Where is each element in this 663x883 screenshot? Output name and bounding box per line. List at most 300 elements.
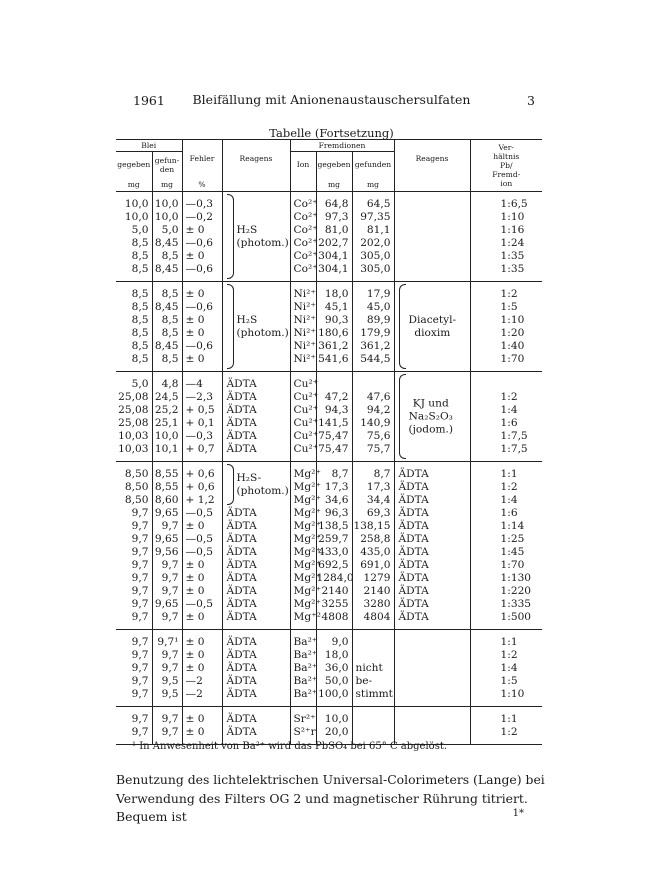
cell-ion: Ni²⁺ [290,353,316,372]
cell-reagens2: ÄDTA [394,494,470,507]
cell-ratio: 1:2 [500,288,518,300]
table-header [116,140,542,192]
cell-gefunden: 9,65 [152,533,182,546]
cell-gegeben: 8,5 [116,340,152,353]
cell-gegeben2: 1284,0 [316,572,354,584]
cell-reagens-text [237,314,289,340]
cell-gegeben: 5,0 [116,372,152,392]
cell-reagens: ÄDTA [222,520,290,533]
cell-reagens: ÄDTA [222,546,290,559]
cell-ratio: 1:335 [500,598,532,610]
cell-ion: Co²⁺ [290,211,316,224]
table-row [116,263,542,282]
table-row [116,546,542,559]
cell-gefunden: 10,0 [152,192,182,212]
cell-fehler: ± 0 [182,559,222,572]
cell-gegeben2: 90,3 [316,314,352,327]
cell-gefunden: 9,7 [152,611,182,630]
cell-ratio: 1:6 [500,417,518,429]
cell-ion: Co²⁺ [290,224,316,237]
cell-ratio: 1:1 [500,468,518,480]
cell-ratio: 1:10 [470,688,542,707]
cell-ratio: 1:45 [500,546,525,558]
col-fehler: Fehler [182,140,222,178]
cell-gefunden: 8,45 [152,340,182,353]
cell-gefunden2: 45,0 [352,301,394,314]
cell-fehler: ± 0 [182,572,222,585]
verh-c: Pb/ [500,161,513,170]
cell-reagens2-line: KJ und [412,397,449,409]
cell-ratio: 1:70 [500,559,525,571]
cell-gefunden: 10,0 [152,430,182,443]
cell-reagens2: ÄDTA [394,533,470,546]
cell-ion: Cu²⁺ [290,391,316,404]
cell-reagens-text [237,224,289,250]
table-row [116,533,542,546]
cell-gefunden: 9,5 [152,688,182,707]
table-row [116,707,542,727]
cell-gefunden: 10,0 [152,211,182,224]
cell-reagens: ÄDTA [222,688,290,707]
header-page-number: 3 [527,93,535,108]
cell-ratio: 1:7,5 [470,443,542,462]
cell-gegeben: 9,7 [116,630,152,650]
cell-fehler: ± 0 [182,314,222,327]
header-year: 1961 [133,93,165,108]
cell-ratio: 1:24 [500,237,525,249]
cell-gegeben2: 692,5 [316,559,352,572]
cell-gefunden2 [352,630,394,650]
gef-b: den [159,164,175,174]
header-title: Bleifällung mit Anionenaustauschersulfaten [192,92,471,107]
cell-gegeben2: 141,5 [316,417,352,430]
cell-gegeben: 9,7 [116,533,152,546]
cell-reagens [222,282,290,372]
cell-gefunden2 [352,649,394,662]
cell-ion: Mg²⁺ [290,462,316,482]
cell-fehler: ± 0 [182,707,222,727]
cell-gegeben: 5,0 [116,224,152,237]
cell-ratio: 1:40 [500,340,525,352]
cell-gefunden2: 97,35 [352,211,394,224]
table-row [116,585,542,598]
cell-gegeben2: 20,0 [316,726,352,745]
table-row [116,675,542,688]
cell-gegeben: 8,5 [116,263,152,282]
cell-ratio: 1:1 [500,636,518,648]
table-row [116,649,542,662]
cell-fehler: —0,5 [182,533,222,546]
cell-gefunden2: 81,1 [352,224,394,237]
cell-reagens2 [394,649,470,662]
cell-reagens: ÄDTA [222,726,290,745]
cell-gegeben: 9,7 [116,520,152,533]
cell-ion: Mg²⁺ [290,481,316,494]
cell-gefunden2: 691,0 [352,559,394,572]
cell-ratio: 1:500 [470,611,542,630]
cell-gegeben2: 10,0 [316,707,352,727]
cell-gefunden: 8,5 [152,314,182,327]
cell-gegeben: 8,50 [116,494,152,507]
cell-fehler: —0,6 [182,263,222,282]
cell-gegeben: 8,5 [116,301,152,314]
cell-reagens [222,462,290,508]
cell-ratio [470,372,542,392]
cell-gefunden2: 94,2 [352,404,394,417]
cell-fehler: ± 0 [182,327,222,340]
cell-gefunden: 10,1 [152,443,182,462]
cell-gegeben2: 36,0 [316,662,352,675]
cell-gefunden: 4,8 [152,372,182,392]
cell-gefunden: 8,55 [152,481,182,494]
cell-ratio: 1:16 [500,224,525,236]
cell-gegeben: 25,08 [116,417,152,430]
cell-gegeben: 8,50 [116,481,152,494]
cell-reagens-text [237,472,289,498]
cell-fehler: + 0,1 [182,417,222,430]
table-row [116,250,542,263]
cell-fehler: ± 0 [182,662,222,675]
col-gefunden2: gefunden [352,152,394,178]
cell-gegeben2: 45,1 [316,301,352,314]
cell-fehler: —0,3 [182,192,222,212]
cell-gegeben2: 9,0 [316,630,352,650]
cell-reagens2: ÄDTA [394,559,470,572]
cell-reagens: ÄDTA [222,443,290,462]
cell-ratio: 1:6,5 [500,198,528,210]
verh-d: Fremd- [492,170,521,179]
cell-reagens2-text [409,314,457,340]
cell-ion: Cu²⁺ [290,372,316,392]
cell-reagens: ÄDTA [222,611,290,630]
cell-ratio: 1:10 [500,211,525,223]
cell-gefunden: 9,7 [152,520,182,533]
cell-gegeben2: 202,7 [316,237,352,250]
cell-gegeben: 9,7 [116,726,152,745]
cell-gefunden2: 202,0 [352,237,394,250]
cell-gegeben2: 50,0 [316,675,352,688]
table-row [116,430,542,443]
cell-ion: Cu²⁺ [290,417,316,430]
cell-ion: Ba²⁺ [290,630,316,650]
cell-gegeben2: 4808 [316,611,352,630]
cell-fehler: ± 0 [182,649,222,662]
cell-gegeben: 8,5 [116,353,152,372]
cell-ratio: 1:70 [470,353,542,372]
cell-gefunden2: 75,6 [352,430,394,443]
table-body [116,192,542,745]
cell-ion: Ba²⁺ [290,688,316,707]
cell-gegeben2: 34,6 [316,494,352,507]
cell-ratio: 1:35 [470,263,542,282]
cell-gefunden: 9,56 [152,546,182,559]
unit-mg-4: mg [352,178,394,192]
cell-fehler: ± 0 [182,726,222,745]
cell-reagens: ÄDTA [222,507,290,520]
cell-reagens: ÄDTA [222,572,290,585]
cell-gegeben: 9,7 [116,649,152,662]
cell-gefunden: 25,1 [152,417,182,430]
cell-reagens2 [394,688,470,707]
cell-ion: Ni²⁺ [290,327,316,340]
cell-gegeben2: 361,2 [316,340,352,353]
cell-gefunden: 8,55 [152,462,182,482]
cell-ratio: 1:4 [500,494,518,506]
table-row [116,301,542,314]
cell-reagens2: ÄDTA [394,598,470,611]
cell-gefunden: 8,45 [152,263,182,282]
brace-icon [227,464,234,505]
cell-gegeben: 10,03 [116,430,152,443]
cell-gegeben: 9,7 [116,585,152,598]
cell-gegeben2: 81,0 [316,224,352,237]
cell-fehler: —0,5 [182,507,222,520]
table-row [116,507,542,520]
cell-fehler: —0,2 [182,211,222,224]
cell-gefunden2: 17,9 [352,282,394,302]
cell-fehler: ± 0 [182,585,222,598]
cell-ion: Mg²⁺ [290,520,316,533]
cell-fehler: ± 0 [182,282,222,302]
cell-gegeben2: 96,3 [316,507,352,520]
cell-gegeben: 10,0 [116,192,152,212]
cell-reagens2 [394,263,470,282]
cell-gegeben2: 17,3 [316,481,352,494]
cell-reagens2-text [409,397,454,436]
cell-reagens: ÄDTA [222,404,290,417]
cell-ratio: 1:35 [500,250,525,262]
cell-gefunden: 8,5 [152,353,182,372]
cell-gefunden: 5,0 [152,224,182,237]
cell-gefunden2: 140,9 [352,417,394,430]
table-row [116,462,542,482]
table-row [116,314,542,327]
table-row [116,611,542,630]
cell-reagens: ÄDTA [222,372,290,392]
cell-gegeben: 9,7 [116,598,152,611]
cell-fehler: + 1,2 [182,494,222,507]
brace-icon [399,284,406,369]
cell-reagens2: ÄDTA [394,611,470,630]
cell-ratio: 1:5 [500,675,518,687]
cell-reagens2 [394,675,470,688]
cell-fehler: ± 0 [182,224,222,237]
cell-ion: Co²⁺ [290,263,316,282]
cell-gegeben: 8,5 [116,314,152,327]
unit-blank-1 [222,178,290,192]
cell-gegeben2: 138,5 [316,520,352,533]
unit-blank-2 [290,178,316,192]
cell-fehler: —0,6 [182,237,222,250]
cell-gefunden: 9,5 [152,675,182,688]
cell-ratio: 1:14 [500,520,525,532]
cell-ion: Ni²⁺ [290,314,316,327]
col-fremdionen: Fremdionen [290,140,394,152]
cell-ratio: 1:2 [500,391,518,403]
cell-gefunden2: 2140 [352,585,394,598]
cell-gefunden: 8,5 [152,327,182,340]
cell-gegeben2: 259,7 [316,533,352,546]
cell-gegeben2 [316,372,352,392]
cell-fehler: —2 [182,688,222,707]
unit-percent: % [182,178,222,192]
cell-reagens2-line: Na₂S₂O₃ [408,410,453,422]
cell-reagens2: ÄDTA [394,520,470,533]
brace-icon [227,194,234,279]
cell-gegeben: 8,5 [116,250,152,263]
cell-reagens: ÄDTA [222,533,290,546]
cell-reagens-line: H₂S [236,313,258,326]
cell-gegeben: 10,03 [116,443,152,462]
cell-gefunden2: 138,15 [352,520,394,533]
cell-reagens2 [394,237,470,250]
col-reagens: Reagens [222,140,290,178]
cell-gefunden: 9,7 [152,559,182,572]
cell-reagens: ÄDTA [222,662,290,675]
cell-ion: Co²⁺ [290,237,316,250]
cell-reagens2 [394,282,470,372]
unit-mg-3: mg [316,178,352,192]
brace-icon [227,284,234,369]
cell-ratio: 1:4 [500,404,518,416]
cell-fehler: —2,3 [182,391,222,404]
cell-gegeben2: 8,7 [316,462,352,482]
cell-reagens2 [394,192,470,212]
unit-mg-2: mg [152,178,182,192]
cell-gegeben2: 3255 [316,598,352,611]
verh-a: Ver- [498,143,514,152]
table-row [116,572,542,585]
cell-reagens2: ÄDTA [394,546,470,559]
cell-gegeben2: 47,2 [316,391,352,404]
cell-reagens-line: (photom.) [236,484,289,497]
cell-ion: Ba²⁺ [290,662,316,675]
cell-ratio: 1:7,5 [500,430,528,442]
cell-gefunden: 9,7 [152,726,182,745]
cell-gefunden: 9,7 [152,707,182,727]
cell-fehler: + 0,5 [182,404,222,417]
cell-gegeben: 9,7 [116,707,152,727]
cell-gefunden2: 47,6 [352,391,394,404]
cell-gefunden2: 8,7 [352,462,394,482]
table-row [116,353,542,372]
cell-gefunden: 8,60 [152,494,182,507]
cell-gefunden2: 258,8 [352,533,394,546]
cell-ion: Mg²⁺ [290,572,316,585]
cell-gefunden2: nicht [352,662,394,675]
cell-reagens2: ÄDTA [394,572,470,585]
table-row [116,327,542,340]
cell-gefunden2: stimmt [352,688,394,707]
unit-mg-1: mg [116,178,152,192]
cell-fehler: —0,5 [182,598,222,611]
cell-gefunden2 [352,707,394,727]
cell-fehler: —0,3 [182,430,222,443]
table-row [116,481,542,494]
cell-gefunden2 [352,372,394,392]
cell-reagens-line: H₂S [236,223,258,236]
cell-gegeben2: 18,0 [316,282,352,302]
cell-ratio: 1:25 [500,533,525,545]
table-row [116,372,542,392]
cell-gegeben: 8,5 [116,237,152,250]
cell-fehler: —0,6 [182,301,222,314]
cell-gegeben2: 64,8 [316,192,352,212]
cell-gefunden: 8,45 [152,237,182,250]
cell-fehler: —2 [182,675,222,688]
table-row [116,559,542,572]
cell-fehler: ± 0 [182,520,222,533]
cell-gegeben: 9,7 [116,559,152,572]
cell-gefunden2: 361,2 [352,340,394,353]
verh-e: ion [500,179,513,188]
cell-fehler: —4 [182,372,222,392]
cell-reagens2 [394,211,470,224]
table-row [116,688,542,707]
footnote: ¹ In Anwesenheit von Ba²⁺ wird das PbSO₄ bei 65° C abgelöst. [132,741,448,752]
cell-ion: Ni²⁺ [290,340,316,353]
cell-ratio: 1:20 [500,327,525,339]
cell-ratio: 1:130 [500,572,532,584]
cell-gefunden2: 89,9 [352,314,394,327]
cell-ratio: 1:2 [500,481,518,493]
cell-fehler: ± 0 [182,353,222,372]
cell-gefunden2: 3280 [352,598,394,611]
cell-reagens: ÄDTA [222,630,290,650]
cell-reagens-line: (photom.) [236,326,289,339]
verh-b: hältnis [493,152,520,161]
cell-ratio: 1:2 [500,649,518,661]
cell-gefunden: 9,65 [152,598,182,611]
cell-ion: Co²⁺ [290,192,316,212]
cell-reagens2: ÄDTA [394,462,470,482]
table-row [116,630,542,650]
cell-fehler: + 0,7 [182,443,222,462]
cell-reagens: ÄDTA [222,391,290,404]
cell-gegeben: 9,7 [116,688,152,707]
cell-ion: S²⁺r [290,726,316,745]
col-gegeben2: gegeben [316,152,352,178]
cell-gefunden: 25,2 [152,404,182,417]
col-reagens2: Reagens [394,140,470,178]
cell-gegeben2: 75,47 [316,430,352,443]
cell-ion: Sr²⁺ [290,707,316,727]
table-row [116,662,542,675]
cell-ratio: 1:10 [500,314,525,326]
cell-gefunden: 9,7 [152,585,182,598]
cell-reagens-line: (photom.) [236,236,289,249]
cell-fehler: —0,6 [182,340,222,353]
cell-gegeben: 9,7 [116,611,152,630]
table-caption: Tabelle (Fortsetzung) [269,126,394,140]
cell-gegeben2: 180,6 [316,327,352,340]
cell-ion: Mg²⁺ [290,585,316,598]
cell-reagens2: ÄDTA [394,481,470,494]
cell-reagens2 [394,250,470,263]
cell-ion: Mg²⁺ [290,533,316,546]
cell-gefunden: 8,5 [152,250,182,263]
col-gefunden [152,152,182,178]
cell-gefunden2: 435,0 [352,546,394,559]
cell-gegeben2: 97,3 [316,211,352,224]
cell-reagens2: ÄDTA [394,585,470,598]
cell-gegeben: 9,7 [116,572,152,585]
cell-ratio: 1:5 [500,301,518,313]
cell-ratio: 1:2 [470,726,542,745]
cell-gegeben: 8,50 [116,462,152,482]
cell-gegeben: 25,08 [116,391,152,404]
cell-gefunden2: 17,3 [352,481,394,494]
